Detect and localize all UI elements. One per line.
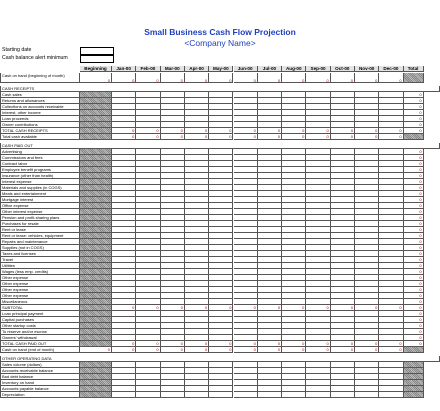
total-cell: 0 [404, 323, 424, 329]
cash-alert-label: Cash balance alert minimum [2, 55, 68, 61]
month-cell: 0 [185, 134, 209, 140]
column-header: Apr-00 [185, 66, 209, 72]
total-cell: 0 [404, 179, 424, 185]
row-label: Bad debt balance [0, 374, 80, 380]
total-cell: 0 [404, 341, 424, 347]
row-label: Returns and allowances [0, 98, 80, 104]
row-label: Insurance (other than health) [0, 173, 80, 179]
column-header: Jun-00 [234, 66, 258, 72]
month-cell: 0 [185, 347, 209, 353]
month-cell: 0 [161, 341, 185, 347]
total-cell: 0 [404, 293, 424, 299]
total-cell: 0 [404, 299, 424, 305]
month-cell: 0 [379, 134, 403, 140]
total-cell: 0 [404, 104, 424, 110]
month-cell: 0 [234, 305, 258, 311]
row-label: Other startup costs [0, 323, 80, 329]
row-label: Utilities [0, 263, 80, 269]
total-cell: 0 [404, 122, 424, 128]
row-label: Materials and supplies (in COGS) [0, 185, 80, 191]
total-cell: 0 [404, 167, 424, 173]
month-cell: 0 [379, 73, 403, 83]
month-cell: 0 [234, 128, 258, 134]
total-cell: 0 [404, 287, 424, 293]
month-cell[interactable] [136, 392, 160, 398]
month-cell[interactable] [331, 392, 355, 398]
total-cell [404, 392, 424, 398]
month-cell[interactable] [282, 392, 306, 398]
month-cell: 0 [161, 305, 185, 311]
row-label: Other interest expense [0, 209, 80, 215]
total-cell: 0 [404, 215, 424, 221]
month-cell[interactable] [161, 392, 185, 398]
month-cell: 0 [379, 128, 403, 134]
row-label: Taxes and licenses [0, 251, 80, 257]
total-cell: 0 [404, 185, 424, 191]
month-cell: 0 [161, 73, 185, 83]
month-cell: 0 [355, 134, 379, 140]
total-cell: 0 [404, 227, 424, 233]
month-cell[interactable] [379, 392, 403, 398]
month-cell: 0 [234, 73, 258, 83]
month-cell: 0 [258, 73, 282, 83]
month-cell: 0 [355, 73, 379, 83]
month-cell: 0 [234, 341, 258, 347]
month-cell: 0 [209, 134, 233, 140]
month-cell: 0 [209, 305, 233, 311]
row-label: Wages (less emp. credits) [0, 269, 80, 275]
total-available-row [0, 134, 440, 140]
row-label: Cash sales [0, 92, 80, 98]
column-header: May-00 [209, 66, 233, 72]
month-cell: 0 [161, 128, 185, 134]
total-cell: 0 [404, 239, 424, 245]
row-label: Rent or lease [0, 227, 80, 233]
month-cell: 0 [136, 347, 160, 353]
month-cell: 0 [306, 134, 330, 140]
total-cell: 0 [404, 233, 424, 239]
month-cell[interactable] [234, 392, 258, 398]
beginning-cell: 0 [80, 73, 112, 83]
column-header: Mar-00 [161, 66, 185, 72]
row-label: Other expense [0, 281, 80, 287]
month-cell: 0 [185, 128, 209, 134]
month-cell: 0 [331, 134, 355, 140]
total-cell: 0 [404, 173, 424, 179]
row-label: Total cash available [0, 134, 80, 140]
total-cell: 0 [404, 149, 424, 155]
month-cell: 0 [282, 73, 306, 83]
month-cell[interactable] [355, 392, 379, 398]
row-label: Meals and entertainment [0, 191, 80, 197]
section-header: OTHER OPERATING DATA [0, 356, 440, 362]
column-header: Dec-00 [379, 66, 403, 72]
month-cell: 0 [209, 73, 233, 83]
row-label: Miscellaneous [0, 299, 80, 305]
company-name: <Company Name> [184, 38, 256, 48]
total-cell: 0 [404, 92, 424, 98]
row-label: Interest expense [0, 179, 80, 185]
month-cell: 0 [306, 128, 330, 134]
closing-balance-row [0, 347, 440, 353]
beginning-cell [80, 134, 112, 140]
column-header: Nov-00 [355, 66, 379, 72]
month-cell: 0 [136, 134, 160, 140]
total-cell: 0 [404, 269, 424, 275]
month-cell: 0 [331, 128, 355, 134]
month-cell: 0 [331, 305, 355, 311]
total-cell: 0 [404, 251, 424, 257]
month-cell: 0 [209, 347, 233, 353]
month-cell: 0 [331, 347, 355, 353]
opening-balance-row [0, 73, 440, 83]
starting-date-label: Starting date [2, 47, 32, 53]
month-cell: 0 [282, 347, 306, 353]
total-cell [404, 134, 424, 140]
column-header: Jan-00 [112, 66, 136, 72]
total-cell: 0 [404, 197, 424, 203]
row-label: Purchases for resale [0, 221, 80, 227]
month-cell: 0 [185, 305, 209, 311]
section-header: CASH RECEIPTS [0, 86, 440, 92]
month-cell: 0 [185, 73, 209, 83]
row-label: Interest, other income [0, 110, 80, 116]
month-cell: 0 [258, 347, 282, 353]
month-cell: 0 [355, 305, 379, 311]
month-cell: 0 [136, 341, 160, 347]
row-label: Other expense [0, 287, 80, 293]
row-label: Other expense [0, 293, 80, 299]
month-cell: 0 [258, 341, 282, 347]
column-header: Feb-00 [136, 66, 160, 72]
row-label: Accounts payable balance [0, 386, 80, 392]
month-cell: 0 [282, 128, 306, 134]
row-label: Advertising [0, 149, 80, 155]
row-label: Commissions and fees [0, 155, 80, 161]
beginning-cell [80, 392, 112, 398]
total-cell: 0 [404, 257, 424, 263]
column-header: Jul-00 [258, 66, 282, 72]
month-cell: 0 [234, 347, 258, 353]
row-label: Cash on hand (beginning of month) [0, 73, 80, 83]
row-label: TOTAL CASH PAID OUT [0, 341, 80, 347]
month-cell: 0 [355, 128, 379, 134]
document-title: Small Business Cash Flow Projection [144, 27, 296, 37]
month-cell: 0 [306, 347, 330, 353]
row-label: To reserve and/or escrow [0, 329, 80, 335]
column-header: Aug-00 [282, 66, 306, 72]
month-cell: 0 [379, 341, 403, 347]
row-label: Capital purchases [0, 317, 80, 323]
total-cell [404, 347, 424, 353]
row-label: Office expense [0, 203, 80, 209]
month-cell: 0 [282, 305, 306, 311]
month-cell: 0 [112, 347, 136, 353]
total-cell: 0 [404, 161, 424, 167]
month-cell: 0 [112, 341, 136, 347]
row-label: Loan principal payment [0, 311, 80, 317]
total-cell: 0 [404, 128, 424, 134]
column-header: Oct-00 [331, 66, 355, 72]
month-cell: 0 [306, 305, 330, 311]
row-label: Contract labor [0, 161, 80, 167]
section-header: CASH PAID OUT [0, 143, 440, 149]
month-cell: 0 [209, 341, 233, 347]
total-cell: 0 [404, 335, 424, 341]
month-cell: 0 [306, 341, 330, 347]
month-cell[interactable] [306, 392, 330, 398]
total-cell: 0 [404, 110, 424, 116]
total-cell: 0 [404, 203, 424, 209]
operating-row [0, 392, 440, 398]
month-cell: 0 [112, 134, 136, 140]
month-cell: 0 [355, 347, 379, 353]
total-cell: 0 [404, 305, 424, 311]
month-cell: 0 [209, 128, 233, 134]
total-cell [404, 73, 424, 83]
month-cell: 0 [136, 128, 160, 134]
row-label: TOTAL CASH RECEIPTS [0, 128, 80, 134]
total-cell: 0 [404, 116, 424, 122]
row-label: Cash on hand (end of month) [0, 347, 80, 353]
month-cell: 0 [161, 347, 185, 353]
row-label: Other expense [0, 275, 80, 281]
month-cell: 0 [379, 347, 403, 353]
row-label: Sales volume (dollars) [0, 362, 80, 368]
starting-date-input[interactable] [80, 47, 114, 55]
row-label: Rent or lease: vehicles, equipment [0, 233, 80, 239]
header-spacer [0, 66, 80, 72]
total-cell: 0 [404, 311, 424, 317]
row-label: Supplies (not in COGS) [0, 245, 80, 251]
month-cell: 0 [185, 341, 209, 347]
row-label: Loan proceeds [0, 116, 80, 122]
row-label: Depreciation [0, 392, 80, 398]
month-cell: 0 [282, 341, 306, 347]
row-label: SUBTOTAL [0, 305, 80, 311]
total-cell: 0 [404, 209, 424, 215]
month-cell: 0 [112, 128, 136, 134]
total-cell: 0 [404, 98, 424, 104]
row-label: Travel [0, 257, 80, 263]
month-cell: 0 [282, 134, 306, 140]
month-cell: 0 [112, 305, 136, 311]
month-cell: 0 [234, 134, 258, 140]
row-label: Accounts receivable balance [0, 368, 80, 374]
month-cell[interactable] [258, 392, 282, 398]
row-label: Repairs and maintenance [0, 239, 80, 245]
month-cell: 0 [379, 305, 403, 311]
column-header-row [0, 66, 440, 72]
total-cell: 0 [404, 155, 424, 161]
cash-alert-input[interactable] [80, 55, 114, 63]
month-cell: 0 [136, 305, 160, 311]
month-cell: 0 [331, 73, 355, 83]
month-cell: 0 [331, 341, 355, 347]
month-cell[interactable] [112, 392, 136, 398]
row-label: Mortgage interest [0, 197, 80, 203]
row-label: Owner contributions [0, 122, 80, 128]
month-cell: 0 [355, 341, 379, 347]
column-header: Total [404, 66, 424, 72]
month-cell: 0 [136, 73, 160, 83]
month-cell: 0 [161, 134, 185, 140]
total-cell: 0 [404, 221, 424, 227]
month-cell: 0 [306, 73, 330, 83]
row-label: Collections on accounts receivable [0, 104, 80, 110]
column-header: Sep-00 [306, 66, 330, 72]
total-cell: 0 [404, 275, 424, 281]
month-cell: 0 [258, 128, 282, 134]
month-cell[interactable] [209, 392, 233, 398]
month-cell: 0 [258, 305, 282, 311]
row-label: Employee benefit programs [0, 167, 80, 173]
total-cell: 0 [404, 329, 424, 335]
row-label: Inventory on hand [0, 380, 80, 386]
total-cell: 0 [404, 245, 424, 251]
total-cell: 0 [404, 281, 424, 287]
column-header: Beginning [80, 66, 112, 72]
row-label: Owners' withdrawal [0, 335, 80, 341]
row-label: Pension and profit-sharing plans [0, 215, 80, 221]
month-cell: 0 [112, 73, 136, 83]
total-cell: 0 [404, 263, 424, 269]
month-cell[interactable] [185, 392, 209, 398]
total-cell: 0 [404, 191, 424, 197]
total-cell: 0 [404, 317, 424, 323]
beginning-cell: 0 [80, 347, 112, 353]
month-cell: 0 [258, 134, 282, 140]
